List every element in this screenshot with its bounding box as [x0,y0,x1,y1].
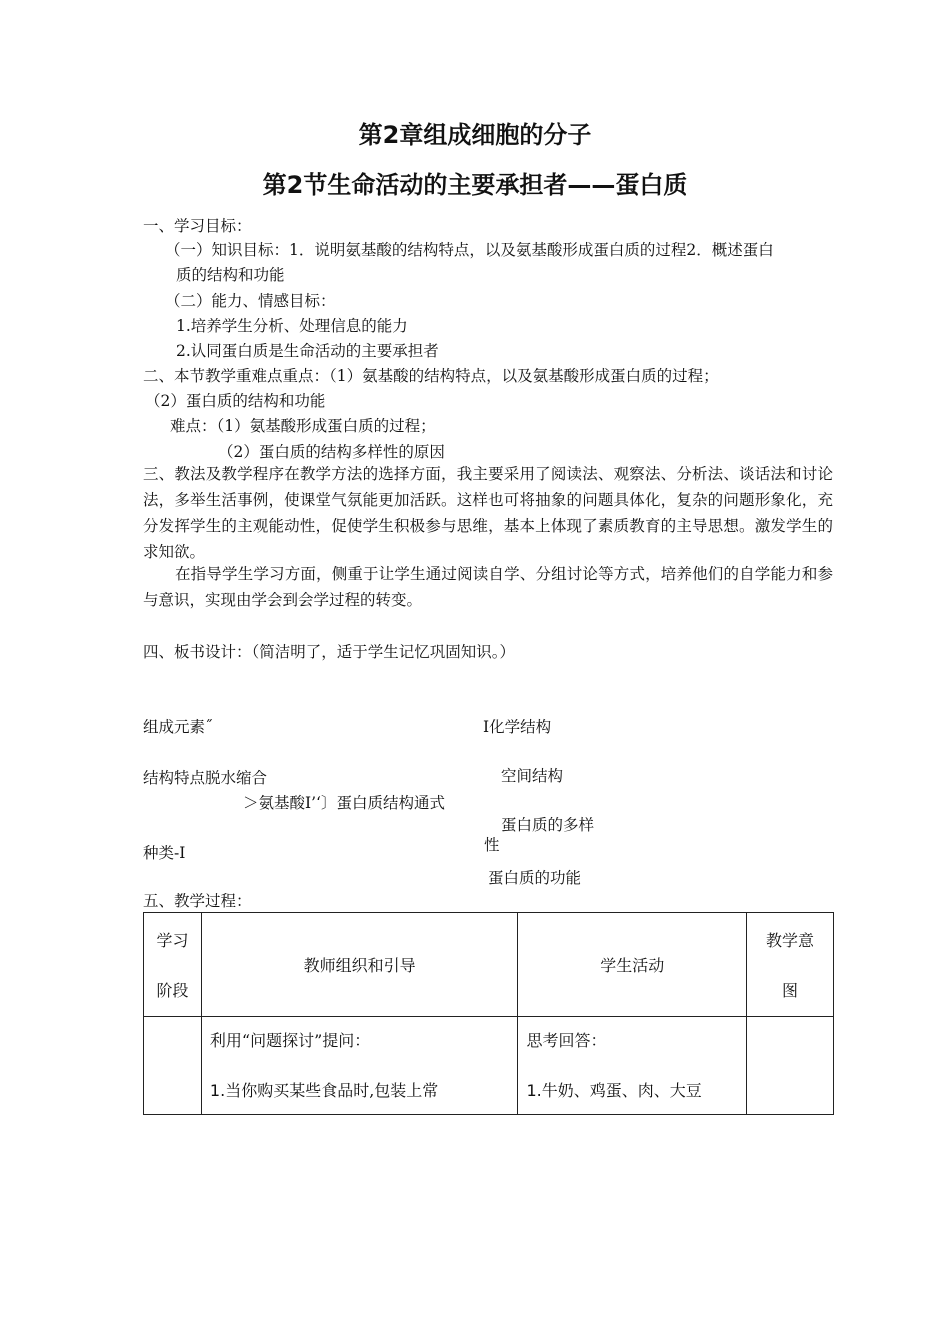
header-stage-line1: 学习 [156,931,189,950]
knowledge-objective-line2: 质的结构和功能 [176,266,285,284]
teaching-process-table [143,912,834,1115]
row1-teacher-number: 1. [209,1081,226,1100]
table-row [144,1017,834,1115]
header-intent [747,913,834,1017]
row1-student [518,1017,747,1115]
header-teacher: 教师组织和引导 [201,913,518,1017]
header-intent-line2: 图 [782,981,799,1000]
row1-stage [144,1017,202,1115]
ability-objective-heading: （二）能力、情感目标： [165,292,336,310]
board-structure-feature: 结构特点脱水缩合 [143,769,268,787]
key-points-line2: （2）蛋白质的结构和功能 [145,392,326,410]
header-intent-line1: 教学意 [766,931,815,950]
board-function-clipped [488,866,628,887]
board-function-text: 蛋白质的功能 [488,869,582,887]
header-student: 学生活动 [518,913,747,1017]
methods-paragraph-1: 三、教法及教学程序在教学方法的选择方面，我主要采用了阅读法、观察法、分析法、谈话法和讨论法，多举生活事例，使课堂气氛能更加活跃。这样也可将抽象的问题具体化，复杂的问题形象化，充分发挥学生的主观能动性，促使学生积极参与思维，基本上体现了素质教育的主导思想。激发学生的求知欲。 [143,465,833,561]
board-chemical-structure: I化学结构 [483,718,552,736]
board-types: 种类-I [143,844,186,862]
objectives-heading: 一、学习目标： [143,217,252,235]
board-design-heading: 四、板书设计：（简洁明了，适于学生记忆巩固知识。） [143,643,516,661]
table-header-row [144,913,834,1017]
row1-student-text: 牛奶、鸡蛋、肉、大豆 [541,1081,702,1100]
methods-paragraph-2: 在指导学生学习方面，侧重于让学生通过阅读自学、分组讨论等方式，培养他们的自学能力和参与意识，实现由学会到会学过程的转变。 [143,565,833,609]
board-diversity-2: 性 [484,836,500,854]
row1-student-line1: 思考回答： [526,1031,607,1050]
difficult-points-2: （2）蛋白质的结构多样性的原因 [218,443,445,461]
header-stage-line2: 阶段 [156,981,189,1000]
row1-student-line2 [526,1081,746,1101]
board-spatial-structure: 空间结构 [501,767,564,785]
header-stage [144,913,202,1017]
difficult-points-1: 难点：（1）氨基酸形成蛋白质的过程； [170,417,436,435]
board-amino-acid-line: ＞氨基酸I’‘〕蛋白质结构通式 [243,794,445,812]
process-heading: 五、教学过程： [143,892,252,910]
key-points-line1: 二、本节教学重难点重点：（1）氨基酸的结构特点，以及氨基酸形成蛋白质的过程； [143,367,719,385]
board-elements: 组成元素˝ [143,718,213,736]
chapter-title: 第2章组成细胞的分子 [358,121,592,149]
knowledge-objective-line1: （一）知识目标：1．说明氨基酸的结构特点，以及氨基酸形成蛋白质的过程2．概述蛋白 [165,241,774,259]
row1-teacher-line1: 利用“问题探讨”提问： [209,1031,371,1050]
section-title: 第2节生命活动的主要承担者——蛋白质 [262,171,688,199]
row1-teacher [201,1017,518,1115]
row1-student-number: 1. [526,1081,542,1100]
ability-objective-2: 2.认同蛋白质是生命活动的主要承担者 [176,342,439,360]
board-diversity-1: 蛋白质的多样 [501,816,595,834]
row1-teacher-text: 当你购买某些食品时,包装上常 [225,1081,439,1100]
row1-teacher-line2 [210,1081,518,1101]
ability-objective-1: 1.培养学生分析、处理信息的能力 [176,317,408,335]
row1-intent [747,1017,834,1115]
